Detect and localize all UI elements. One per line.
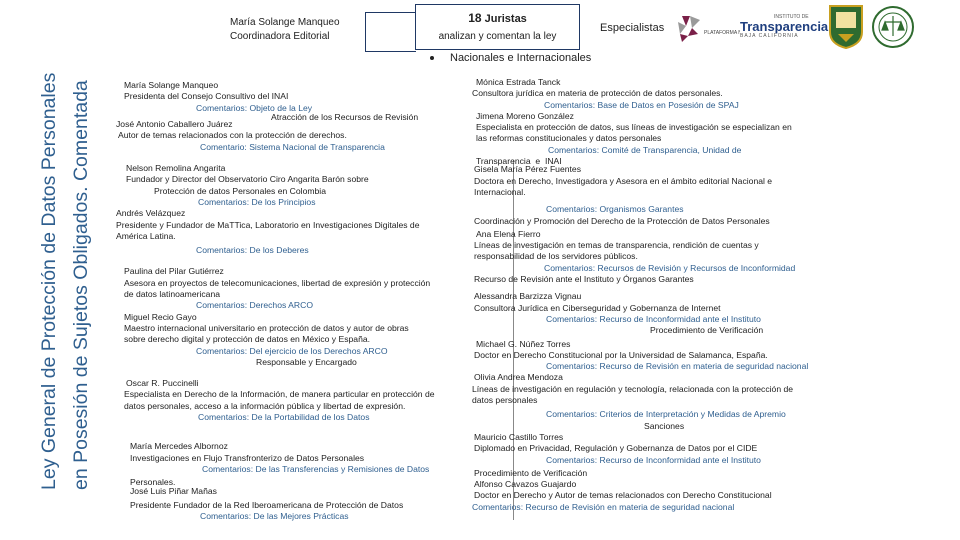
jurist-name: José Antonio Caballero Juárez: [116, 119, 233, 130]
jurist-comment: Comentarios: Derechos ARCO: [196, 300, 314, 311]
jurist-desc: Maestro internacional universitario en protección de datos y autor de obras: [124, 322, 409, 333]
international-label: Nacionales e Internacionales: [450, 52, 592, 64]
specialists-label: Especialistas: [600, 22, 665, 34]
jurist-desc: Protección de datos Personales en Colombia: [154, 185, 326, 196]
university-seal-icon: [826, 4, 866, 50]
jurist-desc: datos personales, acceso a la información pública y libertad de expresión.: [124, 400, 406, 411]
jurist-name: Mónica Estrada Tanck: [476, 77, 561, 87]
institute-sub-text: BAJA CALIFORNIA: [740, 33, 799, 39]
jurist-comment: Comentario: Sistema Nacional de Transparencia: [200, 141, 385, 152]
jurist-comment: Comentarios: Recurso de Revisión en materia de seguridad nacional: [472, 501, 735, 512]
jurist-desc: Líneas de investigación en temas de transparencia, rendición de cuentas y: [474, 240, 759, 251]
jurist-comment-cont: Procedimiento de Verificación: [650, 325, 764, 336]
jurist-desc: las reformas constitucionales y datos personales: [476, 133, 662, 144]
jurist-comment: Comentarios: Comité de Transparencia, Unidad de: [548, 144, 742, 155]
jurist-comment: Comentarios: Del ejercicio de los Derechos ARCO: [196, 345, 388, 356]
jurist-name: Olivia Andrea Mendoza: [474, 372, 563, 383]
jurist-comment: Comentarios: Recursos de Revisión y Recursos de Inconformidad: [544, 262, 796, 273]
jurist-desc: Consultora jurídica en materia de protección de datos personales.: [472, 88, 723, 99]
jurist-comment-cont: Procedimiento de Verificación: [474, 467, 588, 478]
jurist-desc: Presidente Fundador de la Red Iberoamericana de Protección de Datos: [130, 499, 404, 510]
jurist-name: Mauricio Castillo Torres: [474, 431, 564, 442]
bullet-icon: [430, 56, 434, 60]
jurist-name: Ana Elena Fierro: [476, 228, 541, 239]
jurist-comment: Comentarios: De la Portabilidad de los Datos: [198, 412, 370, 423]
vertical-title: [20, 20, 106, 500]
platform-logo: [668, 12, 740, 48]
jurist-desc: América Latina.: [116, 230, 176, 241]
jurist-name: Andrés Velázquez: [116, 208, 186, 219]
jurist-comment: Comentarios: Objeto de la Ley: [196, 102, 313, 113]
right-column: [472, 77, 822, 513]
jurist-comment: Comentarios: Recurso de Revisión en materia de seguridad nacional: [546, 361, 809, 372]
jurist-comment-cont: Transparencia e INAI: [476, 156, 562, 167]
jurist-comment: Comentarios: De los Principios: [198, 196, 316, 207]
jurist-desc: Especialista en Derecho de la Información, de manera particular en protección de: [124, 389, 435, 400]
institute-logo: [740, 14, 829, 44]
connector-bracket: [365, 12, 416, 52]
jurist-comment: Comentarios: Recurso de Inconformidad ante el Instituto: [546, 454, 761, 465]
jurist-comment: Comentarios: De las Mejores Prácticas: [200, 511, 349, 522]
jurist-comment-cont: Responsable y Encargado: [256, 356, 357, 367]
jurist-name: José Luis Piñar Mañas: [130, 485, 217, 496]
jurist-desc: Doctora en Derecho, Investigadora y Asesora en el ámbito editorial Nacional e: [474, 175, 773, 186]
jurist-desc: de datos latinoamericana: [124, 289, 221, 300]
jurist-desc: responsabilidad de los servidores públicos.: [474, 251, 638, 262]
jurist-name: Alfonso Cavazos Guajardo: [474, 479, 577, 490]
coordinator-block: [230, 16, 340, 44]
jurist-name: Paulina del Pilar Gutiérrez: [124, 266, 224, 277]
jurist-desc: Consultora Jurídica en Ciberseguridad y Gobernanza de Internet: [474, 302, 721, 313]
jurist-desc: Internacional.: [474, 186, 526, 197]
jurist-name: Michael G. Núñez Torres: [476, 338, 571, 349]
left-column: [116, 80, 466, 522]
jurist-desc: Líneas de investigación en regulación y tecnología, relacionada con la protección de: [472, 383, 794, 394]
jurist-desc: Doctor en Derecho Constitucional por la Universidad de Salamanca, España.: [474, 349, 768, 360]
jurist-comment: Comentarios: De las Transferencias y Remisiones de Datos: [202, 463, 430, 474]
law-faculty-seal-icon: [872, 4, 914, 50]
platform-logo-text: PLATAFORMA: [704, 30, 737, 36]
jurists-count: 18: [468, 11, 482, 25]
jurist-desc: Doctor en Derecho y Autor de temas relacionados con Derecho Constitucional: [474, 490, 772, 501]
jurist-comment-cont: Sanciones: [644, 420, 685, 431]
institute-main-text: Transparencia: [740, 19, 829, 34]
institute-top-text: INSTITUTO DE: [774, 14, 809, 20]
jurist-comment: Comentarios: Base de Datos en Posesión de SPAJ: [544, 99, 739, 110]
jurist-comment-cont: Personales.: [130, 477, 176, 488]
jurist-comment-cont: Recurso de Revisión ante el Instituto y Órganos Garantes: [474, 274, 694, 285]
jurist-comment: Comentarios: Recurso de Inconformidad ante el Instituto: [546, 313, 761, 324]
coordinator-role: Coordinadora Editorial: [230, 31, 330, 42]
jurist-name: María Solange Manqueo: [124, 80, 219, 90]
jurist-name: Gisela María Pérez Fuentes: [474, 164, 581, 175]
jurists-box: [415, 4, 580, 50]
jurist-desc: datos personales: [472, 395, 538, 406]
jurist-name: Alessandra Barzizza Vignau: [474, 291, 582, 302]
coordinator-name: María Solange Manqueo: [230, 17, 340, 28]
vertical-title-line-2: en Posesión de Sujetos Obligados. Comentada: [70, 80, 92, 490]
jurist-name: Miguel Recio Gayo: [124, 311, 197, 322]
jurist-desc: Investigaciones en Flujo Transfronterizo de Datos Personales: [130, 452, 365, 463]
jurist-desc: Diplomado en Privacidad, Regulación y Gobernanza de Datos por el CIDE: [474, 443, 758, 454]
jurists-label: Juristas: [484, 13, 527, 25]
international-label-row: [430, 52, 591, 64]
jurist-name: María Mercedes Albornoz: [130, 441, 228, 452]
jurists-subtitle: analizan y comentan la ley: [438, 31, 557, 42]
jurist-desc: Presidente y Fundador de MaTTica, Laboratorio en Investigaciones Digitales de: [116, 219, 420, 230]
jurist-comment: Comentarios: De los Deberes: [196, 245, 309, 256]
jurist-name: Jimena Moreno González: [476, 110, 574, 121]
jurist-name: Nelson Remolina Angarita: [126, 163, 226, 174]
vertical-title-line-1: Ley General de Protección de Datos Personales: [38, 72, 60, 490]
jurist-comment-cont: Atracción de los Recursos de Revisión: [271, 111, 419, 122]
jurist-comment: Comentarios: Criterios de Interpretación y Medidas de Apremio: [546, 409, 786, 420]
jurist-comment-cont: Coordinación y Promoción del Derecho de la Protección de Datos Personales: [474, 215, 770, 226]
jurist-desc: Especialista en protección de datos, sus líneas de investigación se especializan en: [476, 122, 792, 133]
jurist-desc: Autor de temas relacionados con la protección de derechos.: [118, 130, 347, 141]
jurist-comment: Comentarios: Organismos Garantes: [546, 204, 684, 215]
jurist-name: Oscar R. Puccinelli: [126, 378, 199, 389]
jurist-desc: Presidenta del Consejo Consultivo del INAI: [124, 91, 289, 102]
jurist-desc: Asesora en proyectos de telecomunicaciones, libertad de expresión y protección: [124, 277, 431, 288]
jurist-desc: sobre derecho digital y protección de datos en México y España.: [124, 334, 371, 345]
jurist-desc: Fundador y Director del Observatorio Ciro Angarita Barón sobre: [126, 174, 369, 185]
